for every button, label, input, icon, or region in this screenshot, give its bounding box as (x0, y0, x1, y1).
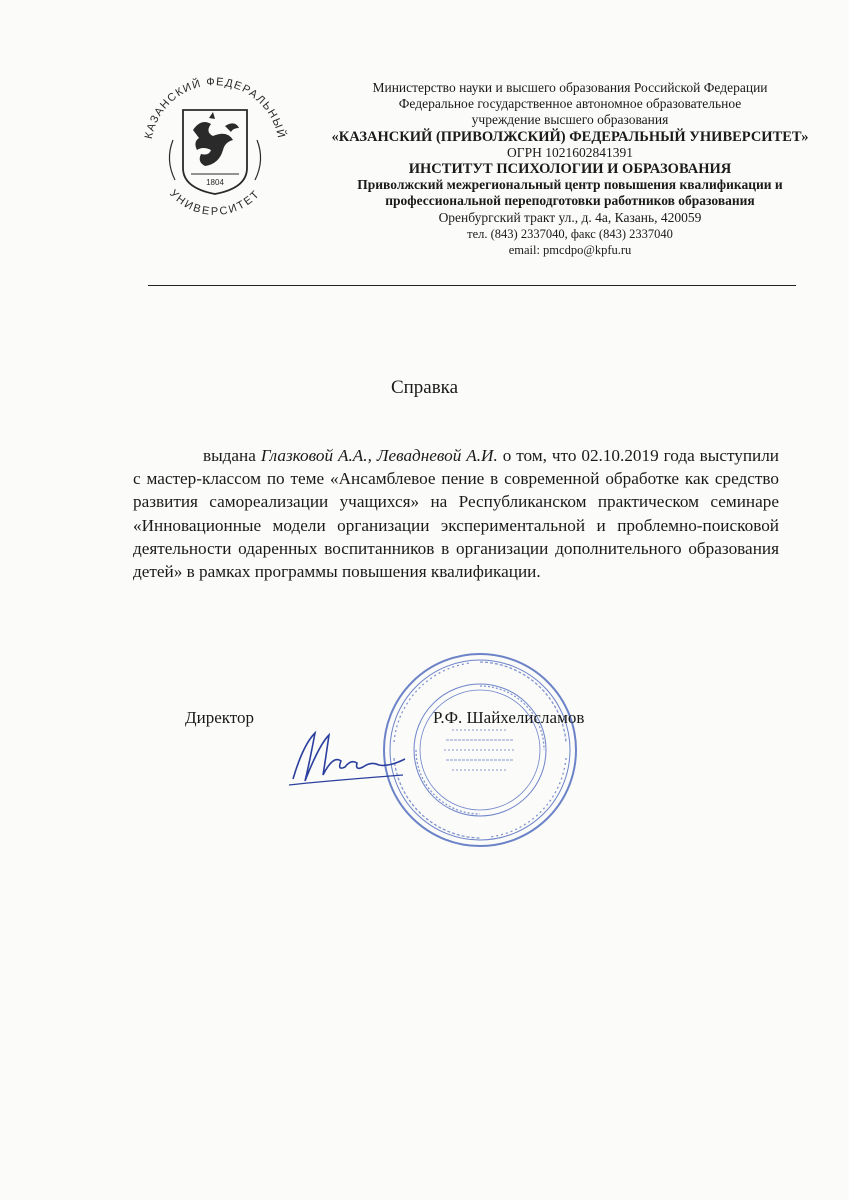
body-lead: выдана (203, 446, 261, 465)
institute-name: ИНСТИТУТ ПСИХОЛОГИИ И ОБРАЗОВАНИЯ (408, 161, 732, 178)
signatory-role: Директор (185, 708, 254, 727)
official-stamp (380, 650, 580, 850)
header-divider (148, 285, 796, 286)
university-name: «КАЗАНСКИЙ (ПРИВОЛЖСКИЙ) ФЕДЕРАЛЬНЫЙ УНИВЕРСИТЕТ» (331, 128, 809, 145)
body-text: о том, что 02.10.2019 года выступили с мастер-классом по теме «Ансамблевое пение в современной обработке как средство развития самореализации учащихся» на Республиканском практическом семинаре «Инновационные модели организации экспериментальной и проблемно-поисковой деятельности одаренных воспитанников в организации дополнительного образования детей» в рамках программы повышения квалификации. (133, 446, 779, 582)
institution-type-line: Федеральное государственное автономное образовательное (398, 96, 742, 112)
logo-arc-top-text: КАЗАНСКИЙ ФЕДЕРАЛЬНЫЙ (142, 75, 288, 140)
handwritten-signature (285, 715, 410, 795)
ogrn: ОГРН 1021602841391 (507, 144, 633, 160)
university-logo (135, 70, 295, 230)
email: email: pmcdpo@kpfu.ru (508, 243, 632, 258)
phone-fax: тел. (843) 2337040, факс (843) 2337040 (467, 226, 673, 241)
letterhead (330, 80, 810, 258)
certificate-body (133, 444, 779, 583)
institution-level-line: учреждение высшего образования (471, 112, 669, 128)
recipient-names: Глазковой А.А., Левадневой А.И. (260, 446, 498, 465)
document-title: Справка (390, 377, 459, 398)
logo-year: 1804 (206, 178, 224, 187)
center-name-line1: Приволжский межрегиональный центр повышения квалификации и (357, 177, 783, 193)
logo-arc-bottom-text: УНИВЕРСИТЕТ (167, 187, 263, 218)
center-name-line2: профессиональной переподготовки работников образования (385, 193, 755, 209)
ministry-line: Министерство науки и высшего образования Российской Федерации (372, 80, 768, 95)
signatory-name: Р.Ф. Шайхелисламов (433, 708, 585, 727)
certificate-paragraph (133, 444, 779, 583)
address: Оренбургский тракт ул., д. 4а, Казань, 420059 (438, 209, 702, 225)
